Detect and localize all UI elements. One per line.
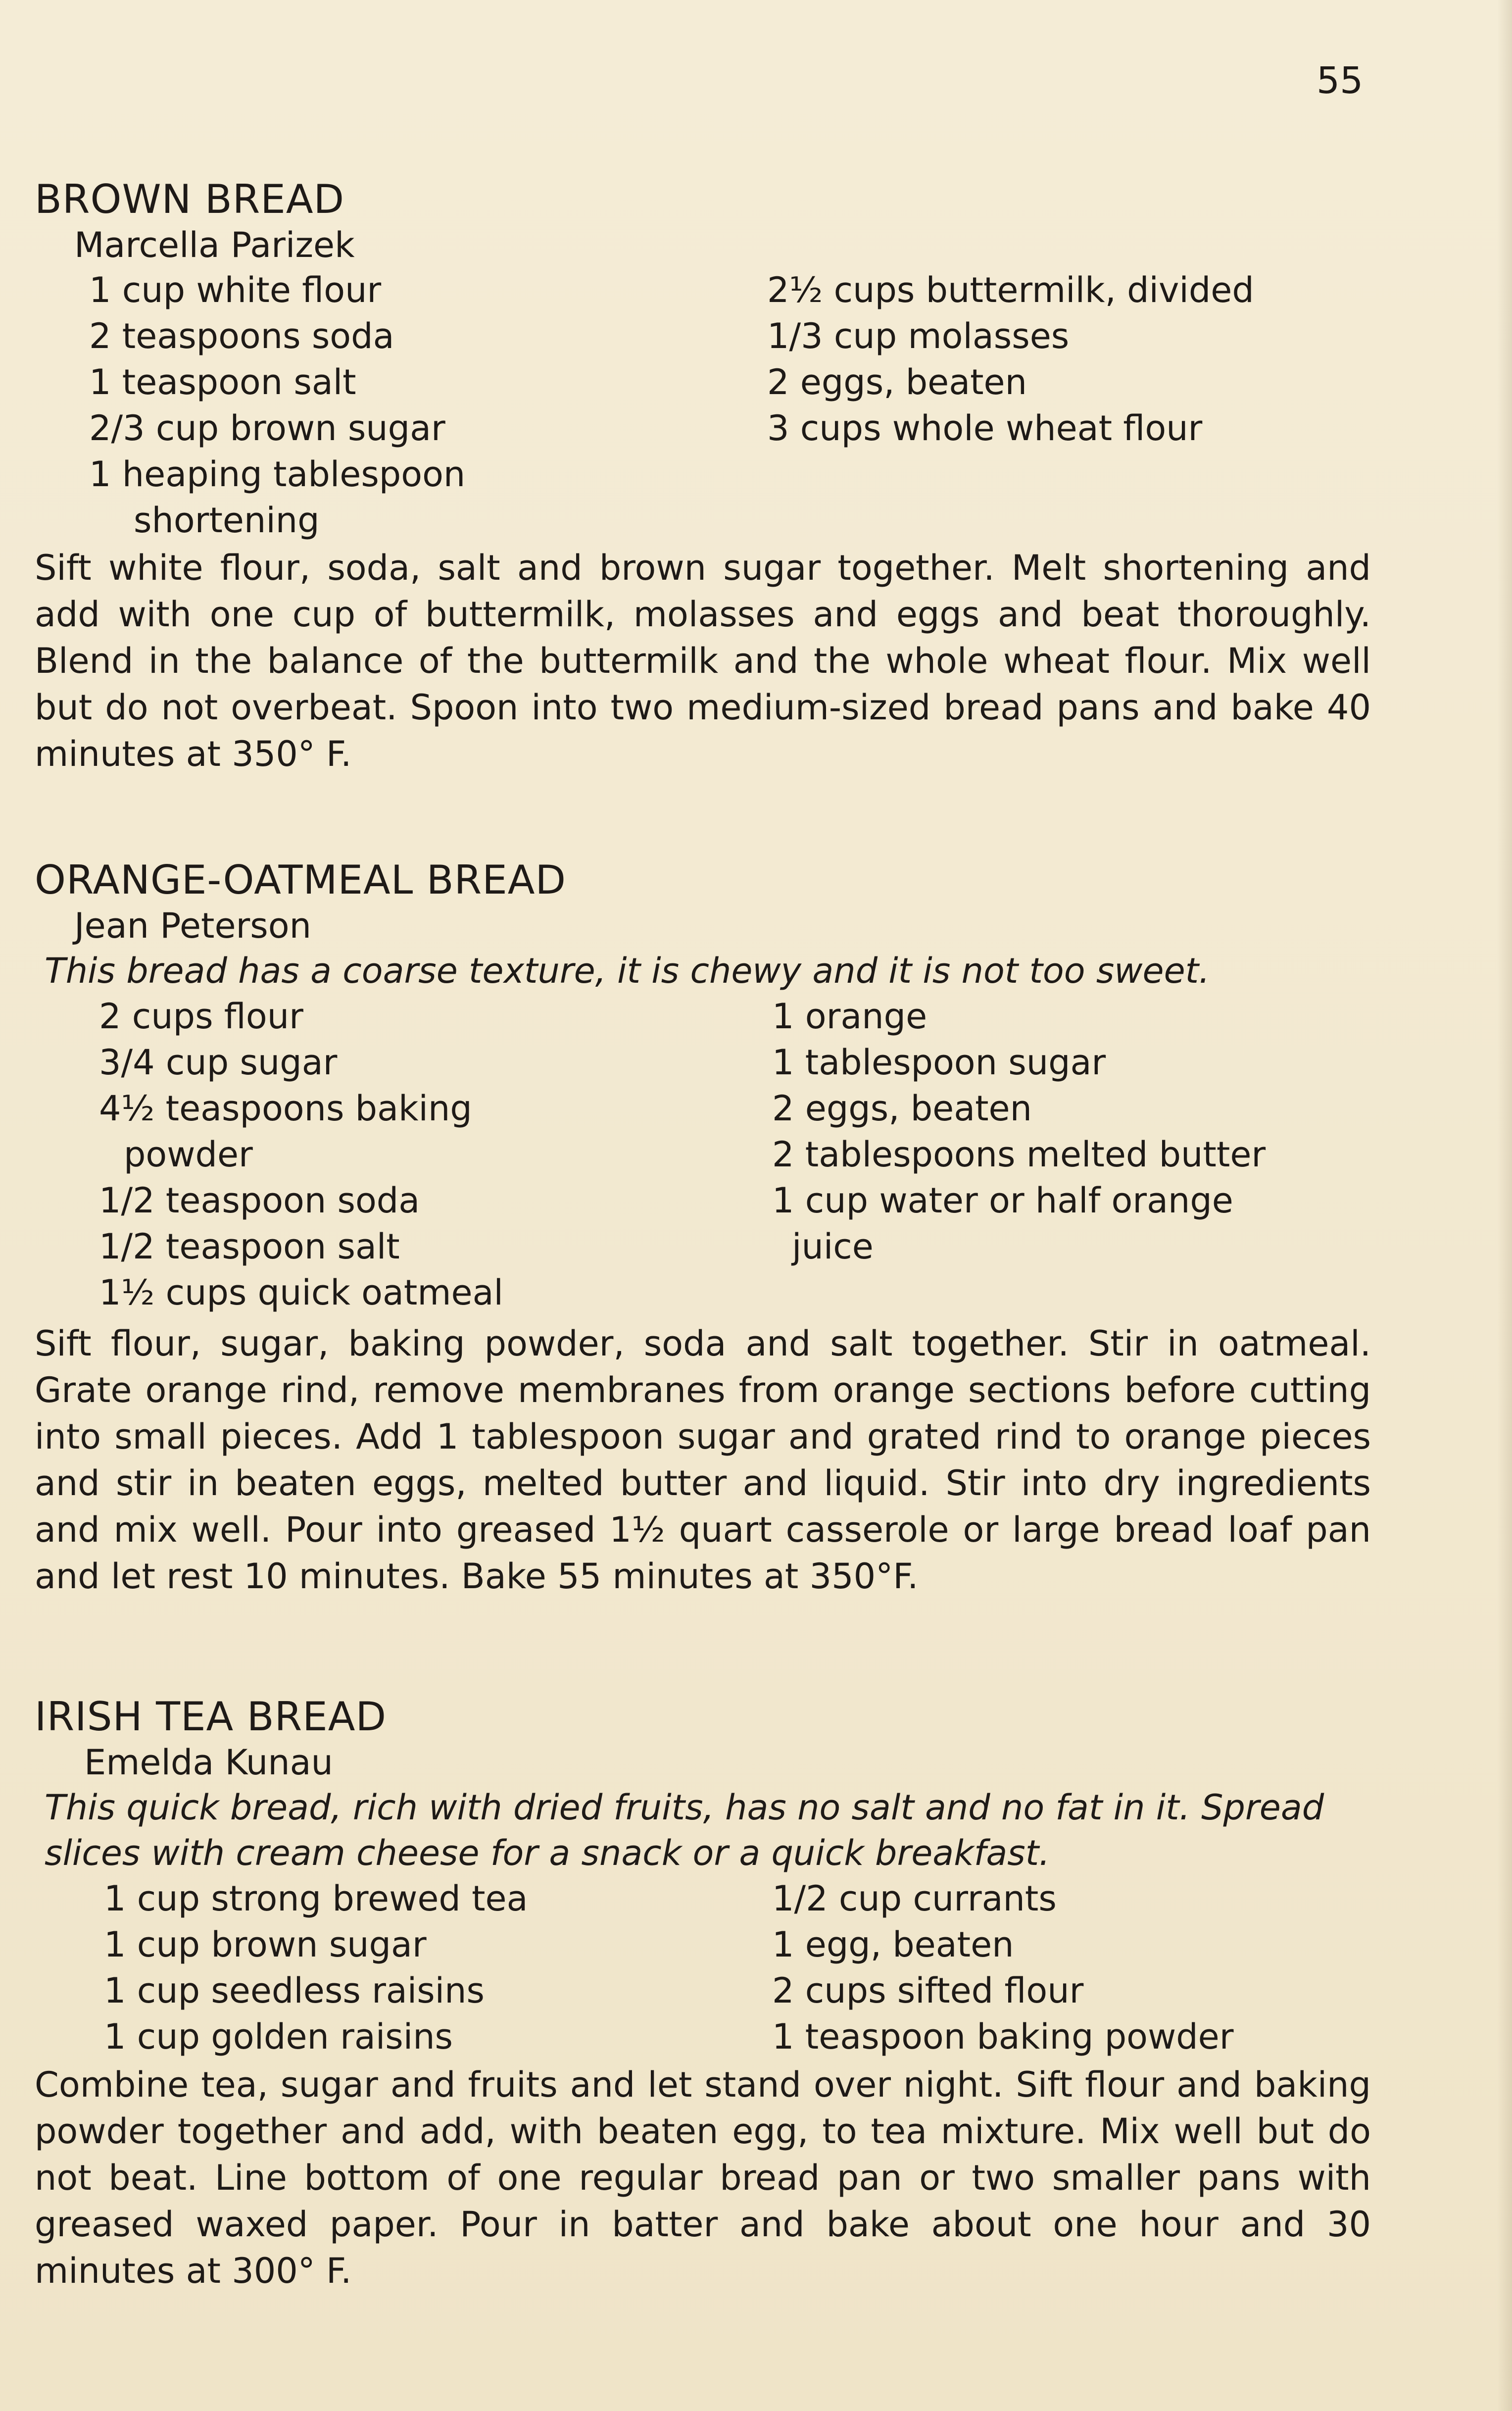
ingredient-item: 1/2 teaspoon soda (99, 1180, 420, 1221)
recipe-orange-oatmeal-bread (35, 856, 1371, 1600)
ingredient-item: 1 cup white flour (89, 270, 382, 310)
recipe-title: BROWN BREAD (35, 176, 345, 222)
ingredient-item: 1 cup golden raisins (104, 2016, 453, 2057)
ingredient-item: 1 heaping tablespoon (89, 454, 466, 495)
ingredient-item: 2 teaspoons soda (89, 316, 394, 356)
ingredient-item: 1 egg, beaten (772, 1924, 1014, 1965)
ingredient-item: 4½ teaspoons baking (99, 1088, 472, 1129)
ingredient-item: 1 cup brown sugar (104, 1924, 427, 1965)
ingredient-item: 1/2 teaspoon salt (99, 1226, 400, 1267)
recipe-irish-tea-bread (35, 1693, 1371, 2294)
recipe-intro: This bread has a coarse texture, it is chewy and it is not too sweet. (45, 951, 1210, 991)
recipe-method: Sift flour, sugar, baking powder, soda and salt together. Stir in oatmeal. Grate orange rind, remove membranes from orange sections before cutting into small pieces. Add 1 tablespoon sugar and grated rind to orange pieces and stir in beaten eggs, melted butter and liquid. Stir into dry ingredients and mix well. Pour into greased 1½ quart casserole or large bread loaf pan and let rest 10 minutes. Bake 55 minutes at 350°F. (35, 1323, 1371, 1597)
ingredient-item: 1 cup strong brewed tea (104, 1878, 528, 1919)
ingredient-item: 1 teaspoon salt (89, 362, 356, 402)
ingredient-item: 2 cups sifted flour (772, 1970, 1084, 2011)
ingredient-column-right (772, 1876, 1234, 2060)
recipe-brown-bread (35, 176, 1371, 777)
ingredient-item: 2 cups flour (99, 996, 303, 1037)
ingredient-column-right (767, 267, 1254, 452)
ingredient-item: 1 tablespoon sugar (772, 1042, 1106, 1083)
ingredient-item: 2 tablespoons melted butter (772, 1134, 1266, 1175)
ingredient-item: shortening (134, 500, 320, 541)
ingredient-list (35, 267, 1371, 545)
page-number: 55 (1317, 59, 1364, 102)
recipe-author: Emelda Kunau (84, 1742, 333, 1783)
ingredient-item: 1 teaspoon baking powder (772, 2016, 1234, 2057)
page-edge-shadow (1497, 0, 1512, 2411)
ingredient-item: 1½ cups quick oatmeal (99, 1272, 503, 1313)
ingredient-column-right (772, 994, 1266, 1270)
recipe-title: ORANGE-OATMEAL BREAD (35, 857, 567, 903)
ingredient-list (35, 994, 1371, 1320)
ingredient-item: 2 eggs, beaten (772, 1088, 1032, 1129)
ingredient-item: juice (792, 1226, 874, 1267)
ingredient-column-left (99, 994, 503, 1316)
recipe-intro: This quick bread, rich with dried fruits, has no salt and no fat in it. Spread slices with cream cheese for a snack or a quick breakfast. (45, 1787, 1324, 1873)
recipe-method: Combine tea, sugar and fruits and let stand over night. Sift flour and baking powder together and add, with beaten egg, to tea mixture. Mix well but do not beat. Line bottom of one regular bread pan or two smaller pans with greased waxed paper. Pour in batter and bake about one hour and 30 minutes at 300° F. (35, 2064, 1371, 2291)
ingredient-item: 1 cup seedless raisins (104, 1970, 485, 2011)
ingredient-item: 1/3 cup molasses (767, 316, 1070, 356)
ingredient-item: 2/3 cup brown sugar (89, 408, 445, 449)
ingredient-column-left (104, 1876, 528, 2060)
ingredient-item: 2½ cups buttermilk, divided (767, 270, 1254, 310)
ingredient-item: powder (124, 1134, 253, 1175)
ingredient-item: 3/4 cup sugar (99, 1042, 338, 1083)
ingredient-column-left (89, 267, 465, 544)
recipe-author: Jean Peterson (74, 905, 311, 946)
ingredient-item: 2 eggs, beaten (767, 362, 1027, 402)
ingredient-item: 1 cup water or half orange (772, 1180, 1233, 1221)
ingredient-item: 3 cups whole wheat flour (767, 408, 1203, 449)
ingredient-item: 1 orange (772, 996, 927, 1037)
ingredient-list (35, 1876, 1371, 2061)
recipe-method: Sift white flour, soda, salt and brown sugar together. Melt shortening and add with one cup of buttermilk, molasses and eggs and beat thoroughly. Blend in the balance of the buttermilk and the whole wheat flour. Mix well but do not overbeat. Spoon into two medium-sized bread pans and bake 40 minutes at 350° F. (35, 548, 1371, 774)
recipe-title: IRISH TEA BREAD (35, 1694, 387, 1740)
ingredient-item: 1/2 cup currants (772, 1878, 1057, 1919)
recipe-author: Marcella Parizek (74, 225, 355, 265)
